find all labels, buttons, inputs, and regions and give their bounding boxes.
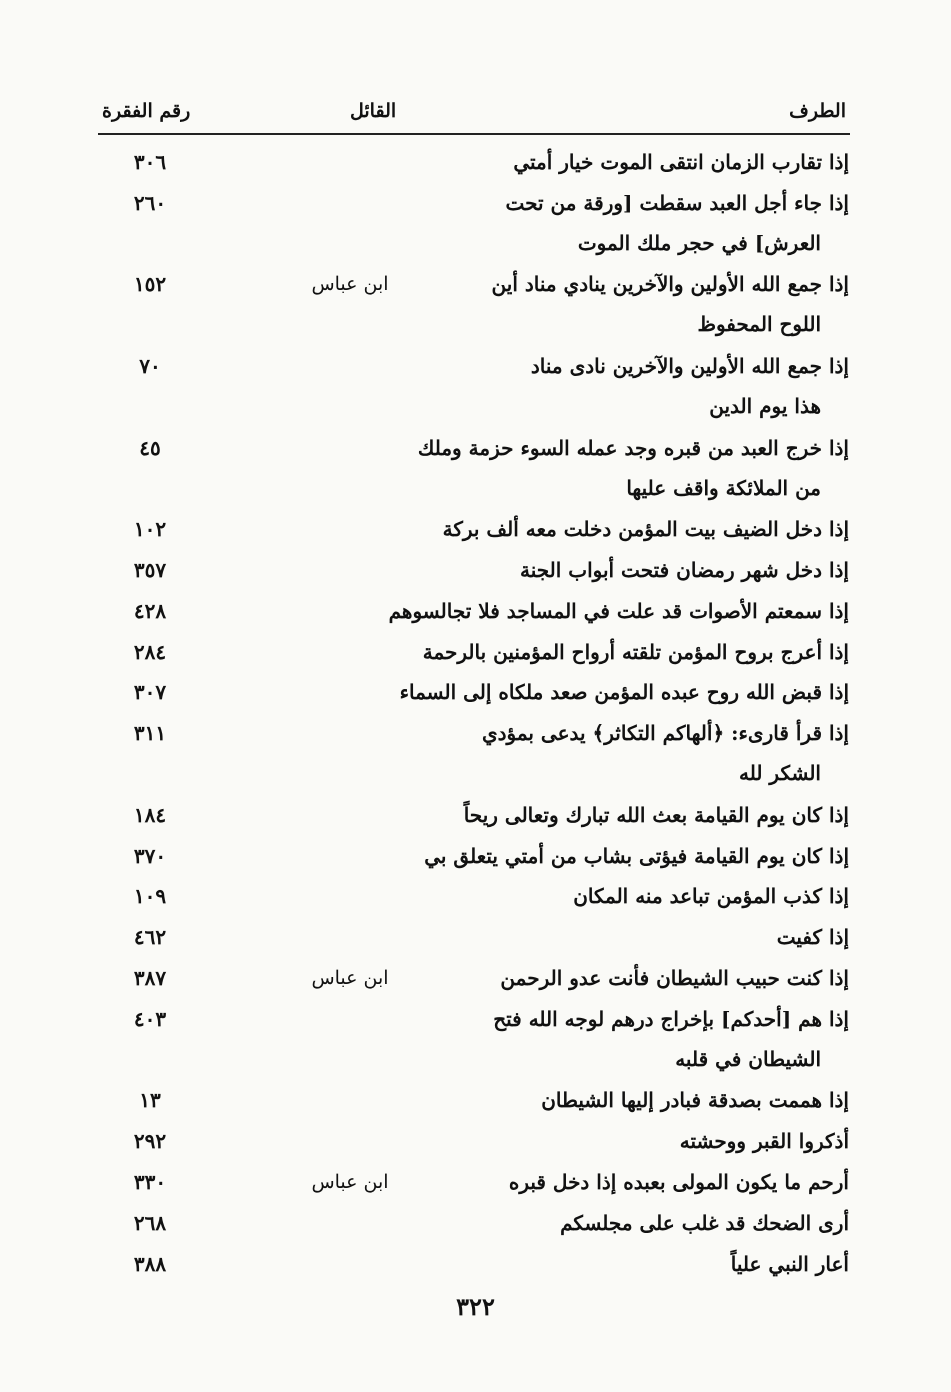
index-entry: [0, 550, 951, 591]
table-header: [100, 96, 850, 130]
entry-paragraph-number: ٣٥٧: [133, 558, 167, 582]
entry-paragraph-number: ٣٨٧: [133, 966, 167, 990]
entry-line: إذا قبض الله روح عبده المؤمن صعد ملكاه إلى السماء: [399, 680, 849, 705]
entry-paragraph-number: ٢٩٢: [133, 1129, 167, 1154]
index-entry: [0, 1080, 951, 1121]
entry-text: [409, 1244, 849, 1284]
entry-line: أرى الضحك قد غلب على مجلسكم: [560, 1210, 849, 1235]
entry-paragraph-number: ١٥٢: [133, 272, 167, 297]
entry-text: [409, 346, 849, 426]
index-entry: [0, 795, 951, 836]
entry-speaker: ابن عباس: [311, 967, 389, 989]
entry-line: إذا هممت بصدقة فبادر إليها الشيطان: [541, 1088, 849, 1113]
entry-line: إذا قرأ قارىء: ﴿ألهاكم التكاثر﴾ يدعى بمؤدي: [481, 721, 849, 746]
entry-paragraph-number: ١٠٩: [133, 884, 167, 909]
index-entry: [0, 917, 951, 958]
index-entry: [0, 142, 951, 183]
entry-text: [409, 795, 849, 835]
index-entry: [0, 836, 951, 877]
entry-line: إذا سمعتم الأصوات قد علت في المساجد فلا تجالسوهم: [388, 598, 849, 623]
index-entry: [0, 591, 951, 632]
entry-text: [409, 142, 849, 182]
entry-continuation-line: هذا يوم الدين: [709, 394, 821, 418]
entry-line: إذا دخل الضيف بيت المؤمن دخلت معه ألف بركة: [442, 517, 849, 542]
index-entry: [0, 632, 951, 673]
entry-paragraph-number: ٢٦٨: [133, 1210, 167, 1235]
index-entry: [0, 428, 951, 510]
entry-text: [409, 632, 849, 672]
entry-paragraph-number: ٤٦٢: [133, 925, 167, 950]
entry-text: [409, 1121, 849, 1161]
entry-paragraph-number: ٤٢٨: [133, 598, 167, 623]
entry-paragraph-number: ٣٧٠: [133, 843, 167, 868]
entry-line: إذا هم [أحدكم] بإخراج درهم لوجه الله فتح: [493, 1006, 849, 1031]
entry-paragraph-number: ٣٨٨: [133, 1251, 167, 1276]
column-header-paragraph-number: رقم الفقرة: [102, 100, 191, 122]
entry-continuation-line: الشيطان في قلبه: [675, 1046, 821, 1071]
entry-paragraph-number: ٧٠: [139, 354, 161, 378]
column-header-qail: القائل: [350, 100, 397, 122]
entry-line: أرحم ما يكون المولى بعبده إذا دخل قبره: [508, 1170, 849, 1194]
entry-text: [409, 428, 849, 508]
entry-line: إذا كان يوم القيامة بعث الله تبارك وتعالى ريحاً: [463, 802, 849, 827]
page-number: ٣٢٢: [456, 1292, 495, 1321]
entry-paragraph-number: ١٠٢: [133, 517, 167, 542]
index-entry: [0, 672, 951, 713]
entry-line: إذا جمع الله الأولين والآخرين ينادي مناد أين: [491, 272, 849, 297]
entry-line: إذا خرج العبد من قبره وجد عمله السوء حزمة وملك: [417, 435, 849, 460]
entry-paragraph-number: ٢٦٠: [133, 190, 167, 215]
index-entry: [0, 183, 951, 265]
entry-text: [409, 917, 849, 957]
entry-text: [409, 876, 849, 916]
entry-continuation-line: الشكر لله: [739, 761, 821, 786]
entry-paragraph-number: ٣٠٦: [133, 150, 167, 174]
entry-paragraph-number: ٤٥: [139, 435, 161, 460]
index-entry: [0, 346, 951, 428]
entry-paragraph-number: ٣٠٧: [133, 680, 167, 705]
entry-text: [409, 713, 849, 793]
entry-text: [399, 672, 849, 712]
index-entry: [0, 713, 951, 795]
entry-line: إذا كنت حبيب الشيطان فأنت عدو الرحمن: [500, 966, 849, 990]
entry-line: إذا أعرج بروح المؤمن تلقته أرواح المؤمنين بالرحمة: [422, 639, 849, 664]
entry-speaker: ابن عباس: [311, 1171, 389, 1193]
entry-text: [388, 591, 849, 631]
entry-text: [409, 550, 849, 590]
index-entry: [0, 1203, 951, 1244]
entry-text: [409, 509, 849, 549]
entry-text: [409, 836, 849, 876]
entry-text: [409, 264, 849, 344]
index-entry: [0, 876, 951, 917]
entry-continuation-line: العرش] في حجر ملك الموت: [577, 230, 821, 255]
entry-speaker: ابن عباس: [311, 273, 389, 296]
entry-line: أعار النبي علياً: [730, 1251, 849, 1276]
entry-paragraph-number: ٣١١: [133, 721, 167, 746]
index-entry: [0, 1121, 951, 1162]
index-entry: [0, 1162, 951, 1203]
entry-text: [409, 1080, 849, 1120]
index-entry: [0, 958, 951, 999]
index-entry: [0, 1244, 951, 1285]
entry-continuation-line: من الملائكة واقف عليها: [626, 475, 821, 500]
entry-paragraph-number: ٣٣٠: [133, 1170, 167, 1194]
entry-text: [409, 1203, 849, 1243]
entry-line: إذا جاء أجل العبد سقطت [ورقة من تحت: [505, 190, 849, 215]
entry-text: [409, 999, 849, 1079]
entry-text: [409, 958, 849, 998]
entry-line: إذا كان يوم القيامة فيؤتى بشاب من أمتي يتعلق بي: [424, 843, 849, 868]
entry-line: إذا جمع الله الأولين والآخرين نادى مناد: [530, 354, 849, 378]
entry-continuation-line: اللوح المحفوظ: [697, 312, 821, 337]
entry-line: إذا كذب المؤمن تباعد منه المكان: [573, 884, 849, 909]
entry-line: إذا تقارب الزمان انتقى الموت خيار أمتي: [513, 150, 849, 174]
entry-line: إذا دخل شهر رمضان فتحت أبواب الجنة: [519, 558, 849, 582]
entry-paragraph-number: ٢٨٤: [133, 639, 167, 664]
entry-paragraph-number: ١٨٤: [133, 802, 167, 827]
entry-text: [409, 1162, 849, 1202]
entry-text: [409, 183, 849, 263]
header-rule: [98, 133, 850, 135]
entry-paragraph-number: ٤٠٣: [133, 1006, 167, 1031]
entry-line: إذا كفيت: [776, 925, 849, 950]
index-entry: [0, 999, 951, 1081]
column-header-tarf: الطرف: [789, 100, 846, 122]
entry-line: أذكروا القبر ووحشته: [679, 1129, 849, 1154]
index-entry: [0, 509, 951, 550]
index-entry: [0, 264, 951, 346]
entry-paragraph-number: ١٣: [139, 1088, 161, 1113]
